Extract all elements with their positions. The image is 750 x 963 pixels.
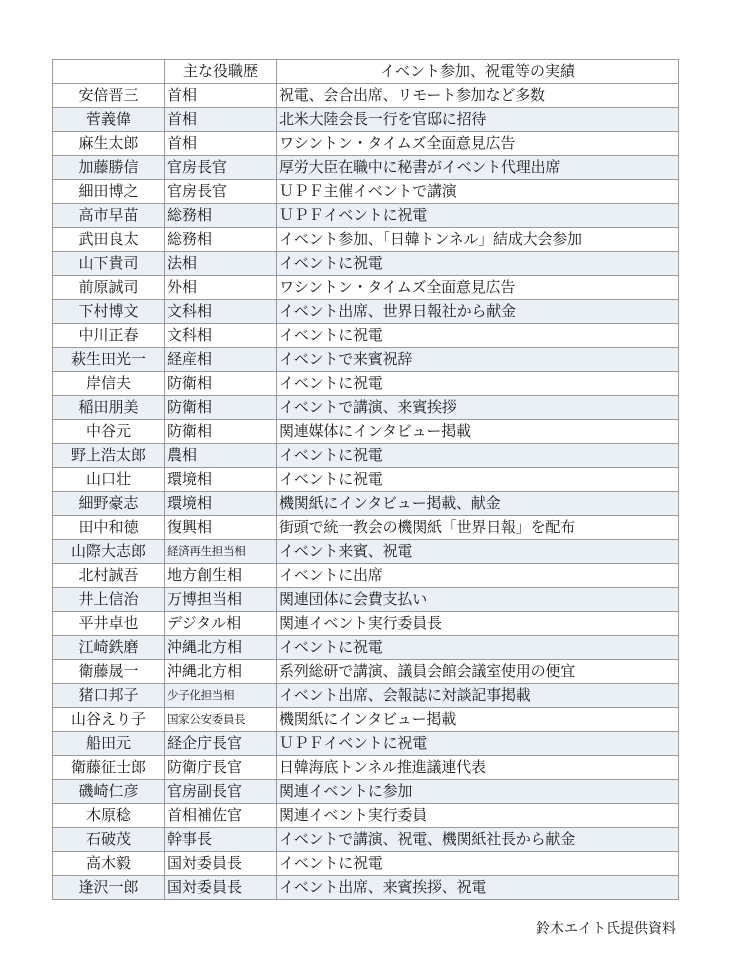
position-cell: 沖縄北方相 <box>165 636 277 660</box>
politician-name-cell: 武田良太 <box>53 228 165 252</box>
politician-name-cell: 稲田朋美 <box>53 396 165 420</box>
position-cell: 法相 <box>165 252 277 276</box>
table-header-row <box>53 60 679 84</box>
position-cell: 地方創生相 <box>165 564 277 588</box>
politician-name-cell: 高木毅 <box>53 852 165 876</box>
record-cell: 祝電、会合出席、リモート参加など多数 <box>277 84 679 108</box>
record-cell: イベントに祝電 <box>277 252 679 276</box>
table-row <box>53 84 679 108</box>
table-row <box>53 516 679 540</box>
position-cell: 首相 <box>165 84 277 108</box>
table-row <box>53 228 679 252</box>
record-cell: イベントで来賓祝辞 <box>277 348 679 372</box>
politician-name-cell: 山下貴司 <box>53 252 165 276</box>
record-cell: イベント出席、来賓挨拶、祝電 <box>277 876 679 900</box>
record-cell: 関連団体に会費支払い <box>277 588 679 612</box>
record-cell: 関連イベント実行委員 <box>277 804 679 828</box>
table-row <box>53 756 679 780</box>
politician-name-cell: 萩生田光一 <box>53 348 165 372</box>
politician-name-cell: 衛藤晟一 <box>53 660 165 684</box>
position-cell: 経済再生担当相 <box>165 540 277 564</box>
politician-name-cell: 中川正春 <box>53 324 165 348</box>
record-cell: イベントに祝電 <box>277 444 679 468</box>
table-row <box>53 804 679 828</box>
table-row <box>53 396 679 420</box>
table-row <box>53 420 679 444</box>
table-row <box>53 108 679 132</box>
table-row <box>53 612 679 636</box>
table-row <box>53 876 679 900</box>
table-row <box>53 132 679 156</box>
record-cell: イベント出席、世界日報社から献金 <box>277 300 679 324</box>
table-row <box>53 444 679 468</box>
position-cell: 防衛相 <box>165 372 277 396</box>
table-row <box>53 564 679 588</box>
politician-name-cell: 井上信治 <box>53 588 165 612</box>
record-cell: イベント参加、「日韓トンネル」結成大会参加 <box>277 228 679 252</box>
position-cell: 防衛相 <box>165 396 277 420</box>
position-cell: 文科相 <box>165 300 277 324</box>
table-row <box>53 780 679 804</box>
record-cell: 系列総研で講演、議員会館会議室使用の便宜 <box>277 660 679 684</box>
politician-name-cell: 山際大志郎 <box>53 540 165 564</box>
table-row <box>53 372 679 396</box>
record-cell: 機関紙にインタビュー掲載、献金 <box>277 492 679 516</box>
position-cell: 国対委員長 <box>165 852 277 876</box>
table-row <box>53 708 679 732</box>
table-row <box>53 204 679 228</box>
table-row <box>53 636 679 660</box>
politician-name-cell: 麻生太郎 <box>53 132 165 156</box>
position-cell: 総務相 <box>165 204 277 228</box>
record-cell: イベントに出席 <box>277 564 679 588</box>
politician-name-cell: 野上浩太郎 <box>53 444 165 468</box>
record-cell: イベントで講演、祝電、機関紙社長から献金 <box>277 828 679 852</box>
record-cell: イベント来賓、祝電 <box>277 540 679 564</box>
position-cell: 外相 <box>165 276 277 300</box>
politician-name-cell: 山谷えり子 <box>53 708 165 732</box>
position-cell: 官房長官 <box>165 156 277 180</box>
politician-name-cell: 安倍晋三 <box>53 84 165 108</box>
record-cell: イベントに祝電 <box>277 636 679 660</box>
table-row <box>53 156 679 180</box>
politician-name-cell: 細田博之 <box>53 180 165 204</box>
politician-name-cell: 石破茂 <box>53 828 165 852</box>
politician-name-cell: 船田元 <box>53 732 165 756</box>
table-row <box>53 180 679 204</box>
table-row <box>53 588 679 612</box>
position-cell: 官房長官 <box>165 180 277 204</box>
table-row <box>53 660 679 684</box>
table-row <box>53 732 679 756</box>
record-cell: イベントに祝電 <box>277 468 679 492</box>
position-cell: 首相補佐官 <box>165 804 277 828</box>
header-record: イベント参加、祝電等の実績 <box>277 60 679 84</box>
politician-name-cell: 江崎鉄磨 <box>53 636 165 660</box>
record-cell: ワシントン・タイムズ全面意見広告 <box>277 132 679 156</box>
record-cell: 厚労大臣在職中に秘書がイベント代理出席 <box>277 156 679 180</box>
table-row <box>53 684 679 708</box>
record-cell: イベントに祝電 <box>277 852 679 876</box>
table-row <box>53 492 679 516</box>
record-cell: ＵＰＦイベントに祝電 <box>277 204 679 228</box>
header-name <box>53 60 165 84</box>
source-credit: 鈴木エイト氏提供資料 <box>536 921 676 937</box>
record-cell: 関連イベントに参加 <box>277 780 679 804</box>
table-row <box>53 276 679 300</box>
record-cell: ＵＰＦイベントに祝電 <box>277 732 679 756</box>
position-cell: 官房副長官 <box>165 780 277 804</box>
politician-name-cell: 逢沢一郎 <box>53 876 165 900</box>
record-cell: イベント出席、会報誌に対談記事掲載 <box>277 684 679 708</box>
politician-name-cell: 岸信夫 <box>53 372 165 396</box>
table-row <box>53 468 679 492</box>
record-cell: 街頭で統一教会の機関紙「世界日報」を配布 <box>277 516 679 540</box>
table-row <box>53 540 679 564</box>
position-cell: 防衛庁長官 <box>165 756 277 780</box>
position-cell: 首相 <box>165 132 277 156</box>
politician-name-cell: 猪口邦子 <box>53 684 165 708</box>
record-cell: ＵＰＦ主催イベントで講演 <box>277 180 679 204</box>
position-cell: 農相 <box>165 444 277 468</box>
table-row <box>53 348 679 372</box>
politician-name-cell: 木原稔 <box>53 804 165 828</box>
table-row <box>53 828 679 852</box>
position-cell: 幹事長 <box>165 828 277 852</box>
position-cell: デジタル相 <box>165 612 277 636</box>
position-cell: 総務相 <box>165 228 277 252</box>
position-cell: 環境相 <box>165 492 277 516</box>
politician-name-cell: 平井卓也 <box>53 612 165 636</box>
politician-record-table <box>52 59 679 900</box>
position-cell: 環境相 <box>165 468 277 492</box>
header-role: 主な役職歴 <box>165 60 277 84</box>
table-row <box>53 324 679 348</box>
record-cell: イベントで講演、来賓挨拶 <box>277 396 679 420</box>
position-cell: 沖縄北方相 <box>165 660 277 684</box>
politician-name-cell: 衛藤征士郎 <box>53 756 165 780</box>
politician-name-cell: 下村博文 <box>53 300 165 324</box>
politician-name-cell: 中谷元 <box>53 420 165 444</box>
record-cell: 機関紙にインタビュー掲載 <box>277 708 679 732</box>
politician-name-cell: 加藤勝信 <box>53 156 165 180</box>
table-row <box>53 252 679 276</box>
position-cell: 文科相 <box>165 324 277 348</box>
position-cell: 経産相 <box>165 348 277 372</box>
position-cell: 首相 <box>165 108 277 132</box>
table-row <box>53 300 679 324</box>
position-cell: 経企庁長官 <box>165 732 277 756</box>
politician-name-cell: 高市早苗 <box>53 204 165 228</box>
table-body <box>53 84 679 900</box>
politician-name-cell: 磯崎仁彦 <box>53 780 165 804</box>
position-cell: 万博担当相 <box>165 588 277 612</box>
politician-name-cell: 前原誠司 <box>53 276 165 300</box>
table-row <box>53 852 679 876</box>
record-cell: イベントに祝電 <box>277 372 679 396</box>
politician-name-cell: 細野豪志 <box>53 492 165 516</box>
politician-name-cell: 北村誠吾 <box>53 564 165 588</box>
position-cell: 少子化担当相 <box>165 684 277 708</box>
politician-name-cell: 山口壮 <box>53 468 165 492</box>
record-cell: ワシントン・タイムズ全面意見広告 <box>277 276 679 300</box>
position-cell: 国家公安委員長 <box>165 708 277 732</box>
politician-name-cell: 田中和徳 <box>53 516 165 540</box>
record-cell: 日韓海底トンネル推進議連代表 <box>277 756 679 780</box>
position-cell: 国対委員長 <box>165 876 277 900</box>
record-cell: 関連媒体にインタビュー掲載 <box>277 420 679 444</box>
politician-name-cell: 菅義偉 <box>53 108 165 132</box>
record-cell: イベントに祝電 <box>277 324 679 348</box>
position-cell: 防衛相 <box>165 420 277 444</box>
record-cell: 北米大陸会長一行を官邸に招待 <box>277 108 679 132</box>
record-cell: 関連イベント実行委員長 <box>277 612 679 636</box>
position-cell: 復興相 <box>165 516 277 540</box>
